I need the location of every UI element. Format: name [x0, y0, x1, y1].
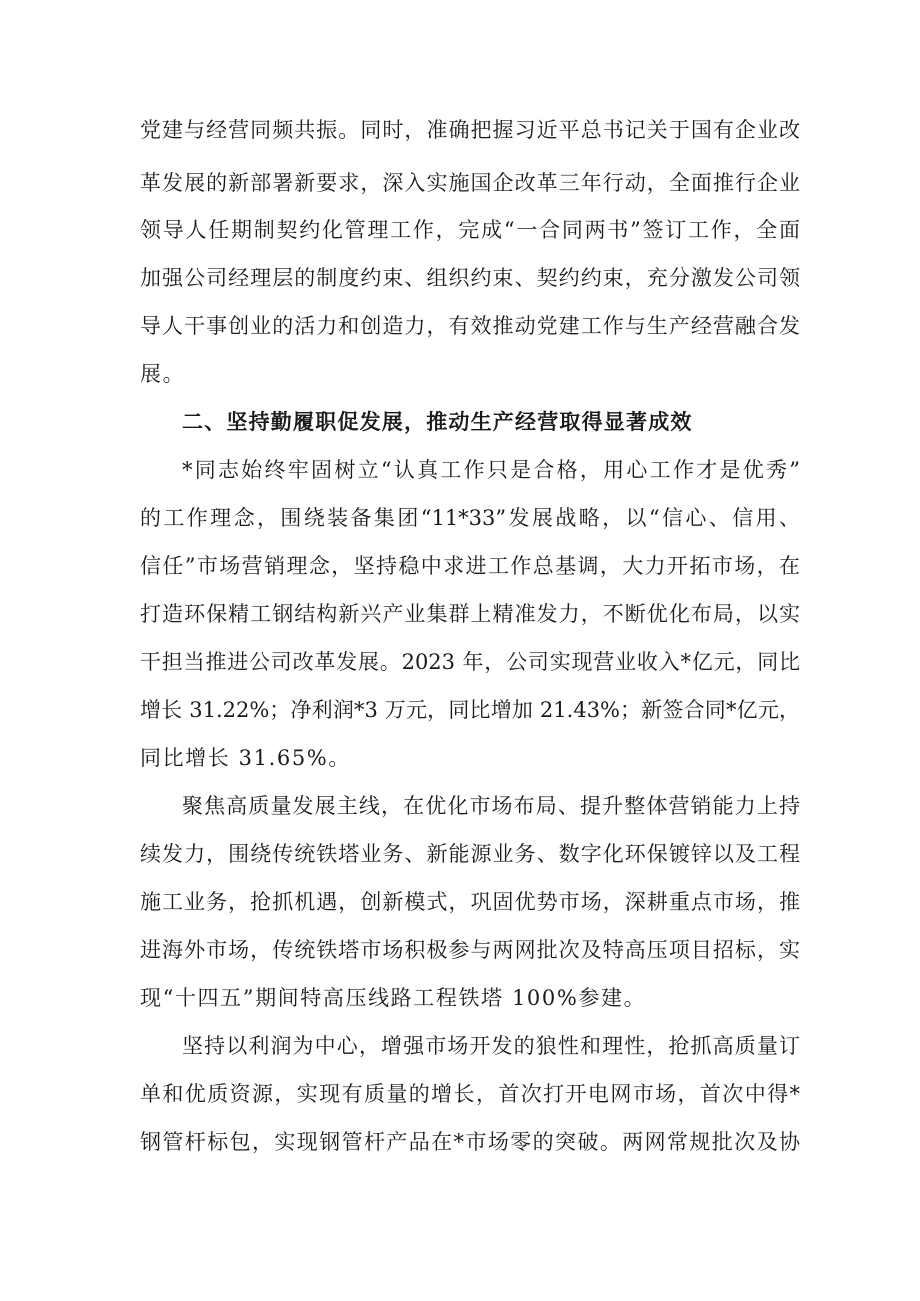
- text-line: 现“十四五”期间特高压线路工程铁塔 100%参建。: [140, 986, 647, 1010]
- text-line: 导人干事创业的活力和创造力，有效推动党建工作与生产经营融合发: [140, 314, 800, 338]
- text-line: 打造环保精工钢结构新兴产业集群上精准发力，不断优化布局，以实: [140, 602, 800, 626]
- text-line: 进海外市场，传统铁塔市场积极参与两网批次及特高压项目招标，实: [140, 938, 800, 962]
- text-line: 增长 31.22%；净利润*3 万元，同比增加 21.43%；新签合同*亿元，: [140, 698, 800, 722]
- text-line: 领导人任期制契约化管理工作，完成“一合同两书”签订工作，全面: [140, 218, 800, 242]
- text-line: 聚焦高质量发展主线，在优化市场布局、提升整体营销能力上持: [182, 794, 800, 818]
- text-line: 展。: [140, 362, 186, 386]
- section-heading: 二、坚持勤履职促发展，推动生产经营取得显著成效: [182, 410, 693, 434]
- text-line: *同志始终牢固树立“认真工作只是合格，用心工作才是优秀”: [182, 458, 800, 482]
- text-line: 钢管杆标包，实现钢管杆产品在*市场零的突破。两网常规批次及协: [140, 1130, 800, 1154]
- text-line: 党建与经营同频共振。同时，准确把握习近平总书记关于国有企业改: [140, 118, 800, 142]
- text-line: 续发力，围绕传统铁塔业务、新能源业务、数字化环保镀锌以及工程: [140, 842, 800, 866]
- text-line: 信任”市场营销理念，坚持稳中求进工作总基调，大力开拓市场，在: [140, 554, 800, 578]
- text-line: 的工作理念，围绕装备集团“11*33”发展战略，以“信心、信用、: [140, 506, 800, 530]
- text-line: 施工业务，抢抓机遇，创新模式，巩固优势市场，深耕重点市场，推: [140, 890, 800, 914]
- text-line: 单和优质资源，实现有质量的增长，首次打开电网市场，首次中得*: [140, 1082, 800, 1106]
- text-line: 干担当推进公司改革发展。2023 年，公司实现营业收入*亿元，同比: [140, 650, 800, 674]
- text-line: 同比增长 31.65%。: [140, 746, 351, 770]
- text-line: 革发展的新部署新要求，深入实施国企改革三年行动，全面推行企业: [140, 171, 800, 195]
- text-line: 加强公司经理层的制度约束、组织约束、契约约束，充分激发公司领: [140, 266, 800, 290]
- text-line: 坚持以利润为中心，增强市场开发的狼性和理性，抢抓高质量订: [182, 1034, 800, 1058]
